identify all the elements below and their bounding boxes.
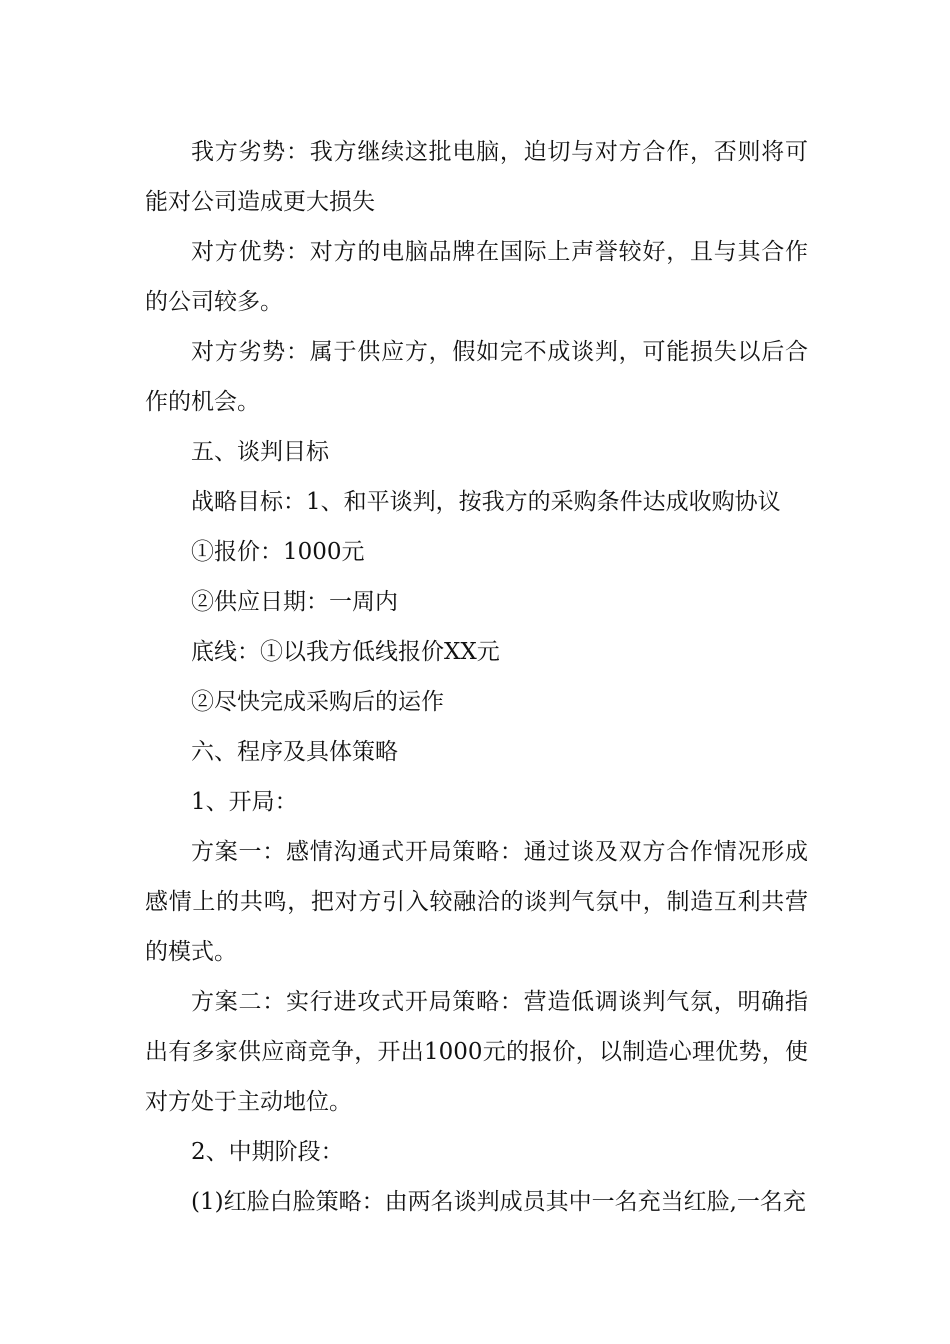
subheading-middle-stage: 2、中期阶段： [191,1139,344,1165]
paragraph-plan-one: 方案一：感情沟通式开局策略：通过谈及双方合作情况形成感情上的共鸣，把对方引入较融洽的谈判气氛中，制造互利共营的模式。 [145,839,808,965]
paragraph-strategic-goal: 战略目标：1、和平谈判，按我方的采购条件达成收购协议 [191,489,781,515]
paragraph-red-white-face: (1)红脸白脸策略：由两名谈判成员其中一名充当红脸,一名充 [191,1189,806,1215]
document-body [145,127,808,1227]
paragraph-our-weakness: 我方劣势：我方继续这批电脑，迫切与对方合作，否则将可能对公司造成更大损失 [145,139,808,215]
section-heading-procedure-strategy: 六、程序及具体策略 [191,739,398,765]
section-heading-negotiation-goals: 五、谈判目标 [191,439,329,465]
list-item-quote: ①报价：1000元 [191,539,365,565]
subheading-opening: 1、开局： [191,789,298,815]
paragraph-bottom-line: 底线：①以我方低线报价XX元 [191,639,500,665]
paragraph-their-strength: 对方优势：对方的电脑品牌在国际上声誉较好，且与其合作的公司较多。 [145,239,808,315]
paragraph-their-weakness: 对方劣势：属于供应方，假如完不成谈判，可能损失以后合作的机会。 [145,339,808,415]
list-item-procurement: ②尽快完成采购后的运作 [191,689,444,715]
paragraph-plan-two: 方案二：实行进攻式开局策略：营造低调谈判气氛，明确指出有多家供应商竞争，开出1000元的报价，以制造心理优势，使对方处于主动地位。 [145,989,808,1115]
list-item-supply-date: ②供应日期：一周内 [191,589,398,615]
